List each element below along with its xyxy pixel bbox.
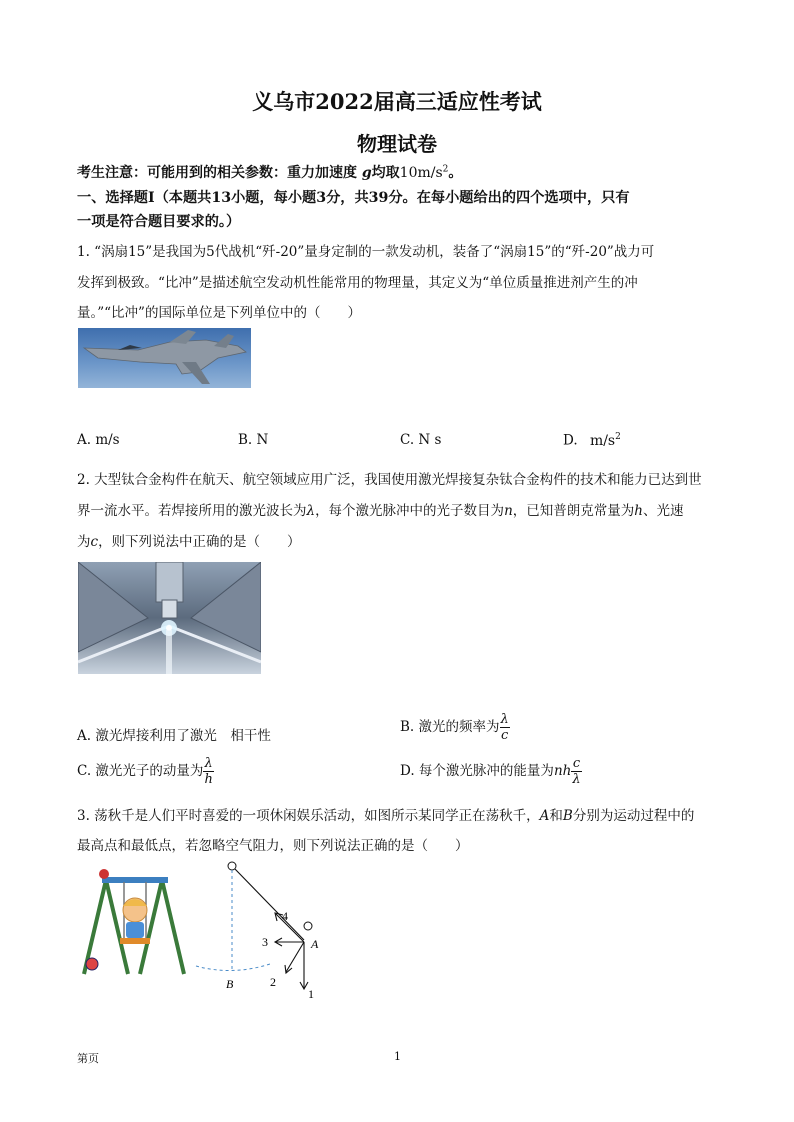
laser-welding-image xyxy=(78,562,261,674)
q1-option-d-exp: 2 xyxy=(615,432,621,442)
label-A: A xyxy=(311,937,319,951)
q2-option-b-fraction xyxy=(500,712,510,743)
swing-child-icon xyxy=(78,866,190,978)
q2-option-b-den: c xyxy=(501,728,509,743)
q3-and: 和 xyxy=(549,808,563,824)
q1-line-2: 发挥到极致。“比冲”是描述航空发动机性能常用的物理量，其定义为“单位质量推进剂产生的冲 xyxy=(77,275,638,291)
q3-line-1b: 分别为运动过程中的 xyxy=(572,808,695,824)
q2-line-3b: ，则下列说法中正确的是（ ） xyxy=(98,534,301,550)
q3-b: B xyxy=(562,808,573,824)
label-2: 2 xyxy=(270,975,276,989)
q2-option-b-text: B. 激光的频率为 xyxy=(400,719,500,735)
q2-line-2a: 界一流水平。若焊接所用的激光波长为 xyxy=(77,503,307,519)
jet-fighter-image xyxy=(78,328,251,388)
q2-option-d-num: c xyxy=(572,756,581,771)
section-line-2: 一项是符合题目要求的。） xyxy=(77,214,241,230)
q2-option-d-text: D. 每个激光脉冲的能量为 xyxy=(400,763,554,779)
q1-line-1: 1. “涡扇15”是我国为5代战机“歼-20”量身定制的一款发动机，装备了“涡扇15”的“歼-20”战力可 xyxy=(77,244,655,260)
q2-c: c xyxy=(90,534,99,550)
notice-mid: 均取 xyxy=(371,165,400,181)
q2-line-3a: 为 xyxy=(77,534,91,550)
q2-option-b[interactable] xyxy=(400,712,510,743)
q2-line-2d: 、光速 xyxy=(642,503,684,519)
q2-option-d-den: λ xyxy=(572,772,581,787)
arrow-4 xyxy=(276,914,304,942)
arrow-2 xyxy=(286,942,304,972)
label-3: 3 xyxy=(262,935,268,949)
q2-option-c-den: h xyxy=(204,772,213,787)
laser-machine-icon xyxy=(78,562,261,674)
q2-n: n xyxy=(504,503,513,519)
notice-g: g xyxy=(361,165,372,181)
page-subtitle: 物理试卷 xyxy=(357,132,437,156)
q2-option-d-fraction xyxy=(571,756,581,787)
q2-line-2 xyxy=(77,499,683,519)
force-diagram xyxy=(190,858,340,1008)
q1-option-d-unit: m/s xyxy=(589,432,616,449)
q1-option-d[interactable] xyxy=(563,432,621,449)
q2-line-2b: ，每个激光脉冲中的光子数目为 xyxy=(315,503,505,519)
q3-line-1a: 3. 荡秋千是人们平时喜爱的一项休闲娱乐活动，如图所示某同学正在荡秋千， xyxy=(77,808,540,824)
label-4: 4 xyxy=(282,909,288,923)
swing-arc xyxy=(196,964,270,971)
q3-line-1 xyxy=(77,804,694,824)
q2-option-c-fraction xyxy=(203,756,213,787)
ball-point xyxy=(304,922,312,930)
q2-line-1: 2. 大型钛合金构件在航天、航空领域应用广泛，我国使用激光焊接复杂钛合金构件的技术和能力已达到世 xyxy=(77,472,702,488)
pivot-point xyxy=(228,862,236,870)
q2-option-d[interactable] xyxy=(400,756,582,787)
q2-lambda: λ xyxy=(306,503,316,519)
rope-line xyxy=(235,869,304,940)
q2-line-2c: ，已知普朗克常量为 xyxy=(512,503,635,519)
section-line-1: 一、选择题Ⅰ（本题共13小题，每小题3分，共39分。在每小题给出的四个选项中，只有 xyxy=(77,190,630,206)
q1-option-d-label: D. xyxy=(563,432,578,449)
q2-option-a[interactable]: A. 激光焊接利用了激光 相干性 xyxy=(77,728,271,744)
pendulum-force-diagram xyxy=(190,858,340,1008)
footer-label: 第页 xyxy=(77,1052,99,1065)
page-number: 1 xyxy=(394,1050,401,1063)
jet-fighter-icon xyxy=(78,328,251,388)
notice-value: 10m/s xyxy=(399,165,443,181)
swing-illustration xyxy=(78,866,190,978)
q2-h: h xyxy=(634,503,643,519)
q2-option-c-num: λ xyxy=(204,756,213,771)
q2-option-c-text: C. 激光光子的动量为 xyxy=(77,763,204,779)
q2-option-b-num: λ xyxy=(500,712,509,727)
q2-option-c[interactable] xyxy=(77,756,214,787)
q2-option-d-nh: nh xyxy=(553,763,572,779)
notice-end: 。 xyxy=(448,165,463,181)
q1-option-a[interactable]: A. m/s xyxy=(77,432,120,448)
notice-label: 考生注意：可能用到的相关参数：重力加速度 xyxy=(77,165,357,181)
q3-a: A xyxy=(539,808,550,824)
q1-line-3: 量。”“比冲”的国际单位是下列单位中的（ ） xyxy=(77,305,361,321)
notice-exp: 2 xyxy=(442,164,449,175)
label-B: B xyxy=(226,977,234,991)
label-1: 1 xyxy=(308,987,314,1001)
notice xyxy=(77,162,462,182)
q2-line-3 xyxy=(77,530,301,550)
page-title: 义乌市2022届高三适应性考试 xyxy=(252,89,542,114)
q3-line-2: 最高点和最低点，若忽略空气阻力，则下列说法正确的是（ ） xyxy=(77,838,469,854)
q1-option-b[interactable]: B. N xyxy=(238,432,269,448)
q1-option-c[interactable]: C. N s xyxy=(400,432,442,448)
